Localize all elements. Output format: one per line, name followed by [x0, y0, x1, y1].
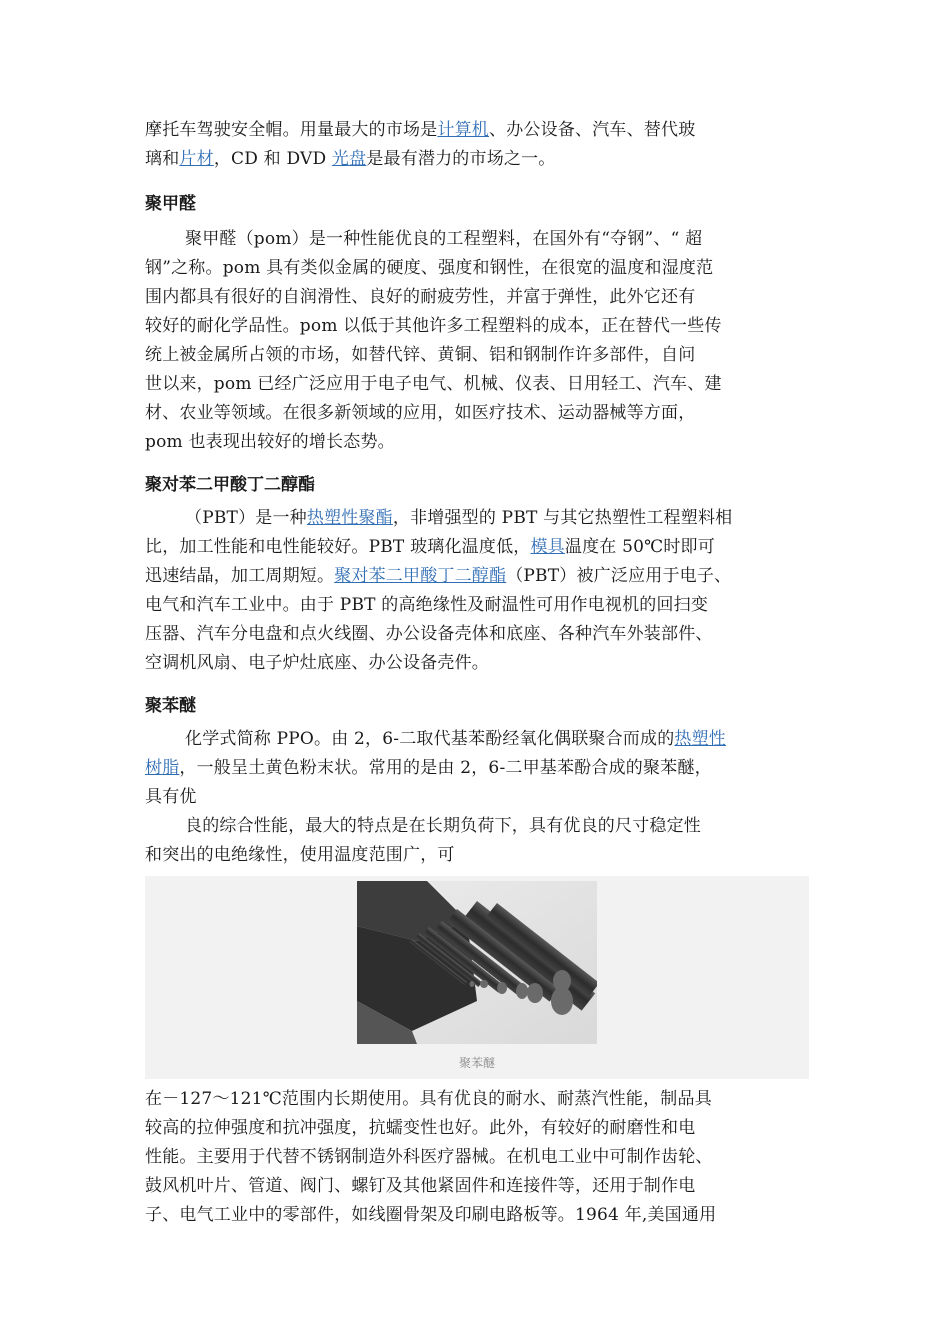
link-sheet[interactable]: 片材 — [179, 149, 214, 169]
ppo-rods-image — [357, 881, 597, 1044]
pbt-line-3: 迅速结晶，加工周期短。聚对苯二甲酸丁二醇酯（PBT）被广泛应用于电子、 — [145, 566, 732, 586]
link-resin[interactable]: 树脂 — [145, 758, 180, 778]
pbt-line-2: 比，加工性能和电性能较好。PBT 玻璃化温度低，模具温度在 50℃时即可 — [145, 537, 715, 557]
figure-caption: 聚苯醚 — [458, 1056, 495, 1070]
ppo-after-line: 在－127～121℃范围内长期使用。具有优良的耐水、耐蒸汽性能，制品具 — [145, 1089, 712, 1109]
link-mold[interactable]: 模具 — [530, 537, 565, 557]
pom-line: pom 也表现出较好的增长态势。 — [145, 432, 395, 452]
pbt-line: 空调机风扇、电子炉灶底座、办公设备壳件。 — [145, 653, 489, 673]
heading-ppo: 聚苯醚 — [145, 696, 196, 716]
link-thermoplastic[interactable]: 热塑性 — [674, 729, 727, 749]
document-body — [145, 116, 809, 1230]
pom-line: 材、农业等领域。在很多新领域的应用，如医疗技术、运动器械等方面， — [145, 403, 696, 423]
intro-line-2: 璃和片材，CD 和 DVD 光盘是最有潜力的市场之一。 — [145, 149, 556, 169]
ppo-after-line: 子、电气工业中的零部件，如线圈骨架及印刷电路板等。1964 年,美国通用 — [145, 1205, 717, 1225]
pbt-line: 压器、汽车分电盘和点火线圈、办公设备壳体和底座、各种汽车外装部件、 — [145, 624, 713, 644]
ppo-after-line: 鼓风机叶片、管道、阀门、螺钉及其他紧固件和连接件等，还用于制作电 — [145, 1176, 696, 1196]
pom-line: 统上被金属所占领的市场，如替代锌、黄铜、铝和钢制作许多部件，自问 — [145, 345, 696, 365]
link-computer[interactable]: 计算机 — [437, 120, 490, 140]
link-disc[interactable]: 光盘 — [331, 149, 367, 169]
ppo-after-line: 性能。主要用于代替不锈钢制造外科医疗器械。在机电工业中可制作齿轮、 — [145, 1147, 713, 1167]
link-pbt[interactable]: 聚对苯二甲酸丁二醇酯 — [334, 566, 507, 586]
ppo-line-3: 具有优 — [145, 787, 197, 807]
ppo-line-2: 树脂，一般呈土黄色粉末状。常用的是由 2，6-二甲基苯酚合成的聚苯醚， — [145, 758, 712, 778]
heading-pom: 聚甲醛 — [145, 194, 196, 214]
pom-line: 围内都具有很好的自润滑性、良好的耐疲劳性，并富于弹性，此外它还有 — [145, 287, 696, 307]
pom-line: 世以来，pom 已经广泛应用于电子电气、机械、仪表、日用轻工、汽车、建 — [145, 374, 722, 394]
ppo-line-1: 化学式简称 PPO。由 2，6-二取代基苯酚经氧化偶联聚合而成的热塑性 — [185, 729, 727, 749]
ppo-line-5: 和突出的电绝缘性，使用温度范围广，可 — [145, 845, 455, 865]
link-thermoplastic-polyester[interactable]: 热塑性聚酯 — [306, 508, 393, 528]
intro-line-1: 摩托车驾驶安全帽。用量最大的市场是计算机、办公设备、汽车、替代玻 — [145, 120, 696, 140]
heading-pbt: 聚对苯二甲酸丁二醇酯 — [145, 475, 315, 495]
ppo-figure — [145, 876, 809, 1079]
ppo-after-line: 较高的拉伸强度和抗冲强度，抗蠕变性也好。此外，有较好的耐磨性和电 — [145, 1118, 696, 1138]
pbt-line-1: （PBT）是一种热塑性聚酯，非增强型的 PBT 与其它热塑性工程塑料相 — [185, 508, 733, 528]
ppo-line-4: 良的综合性能，最大的特点是在长期负荷下，具有优良的尺寸稳定性 — [185, 816, 701, 836]
pom-line: 较好的耐化学品性。pom 以低于其他许多工程塑料的成本，正在替代一些传 — [145, 316, 722, 336]
pom-line: 钢”之称。pom 具有类似金属的硬度、强度和钢性，在很宽的温度和湿度范 — [145, 258, 714, 278]
pbt-line: 电气和汽车工业中。由于 PBT 的高绝缘性及耐温性可用作电视机的回扫变 — [145, 595, 709, 615]
pom-line: 聚甲醛（pom）是一种性能优良的工程塑料，在国外有“夺钢”、“ 超 — [185, 229, 703, 249]
